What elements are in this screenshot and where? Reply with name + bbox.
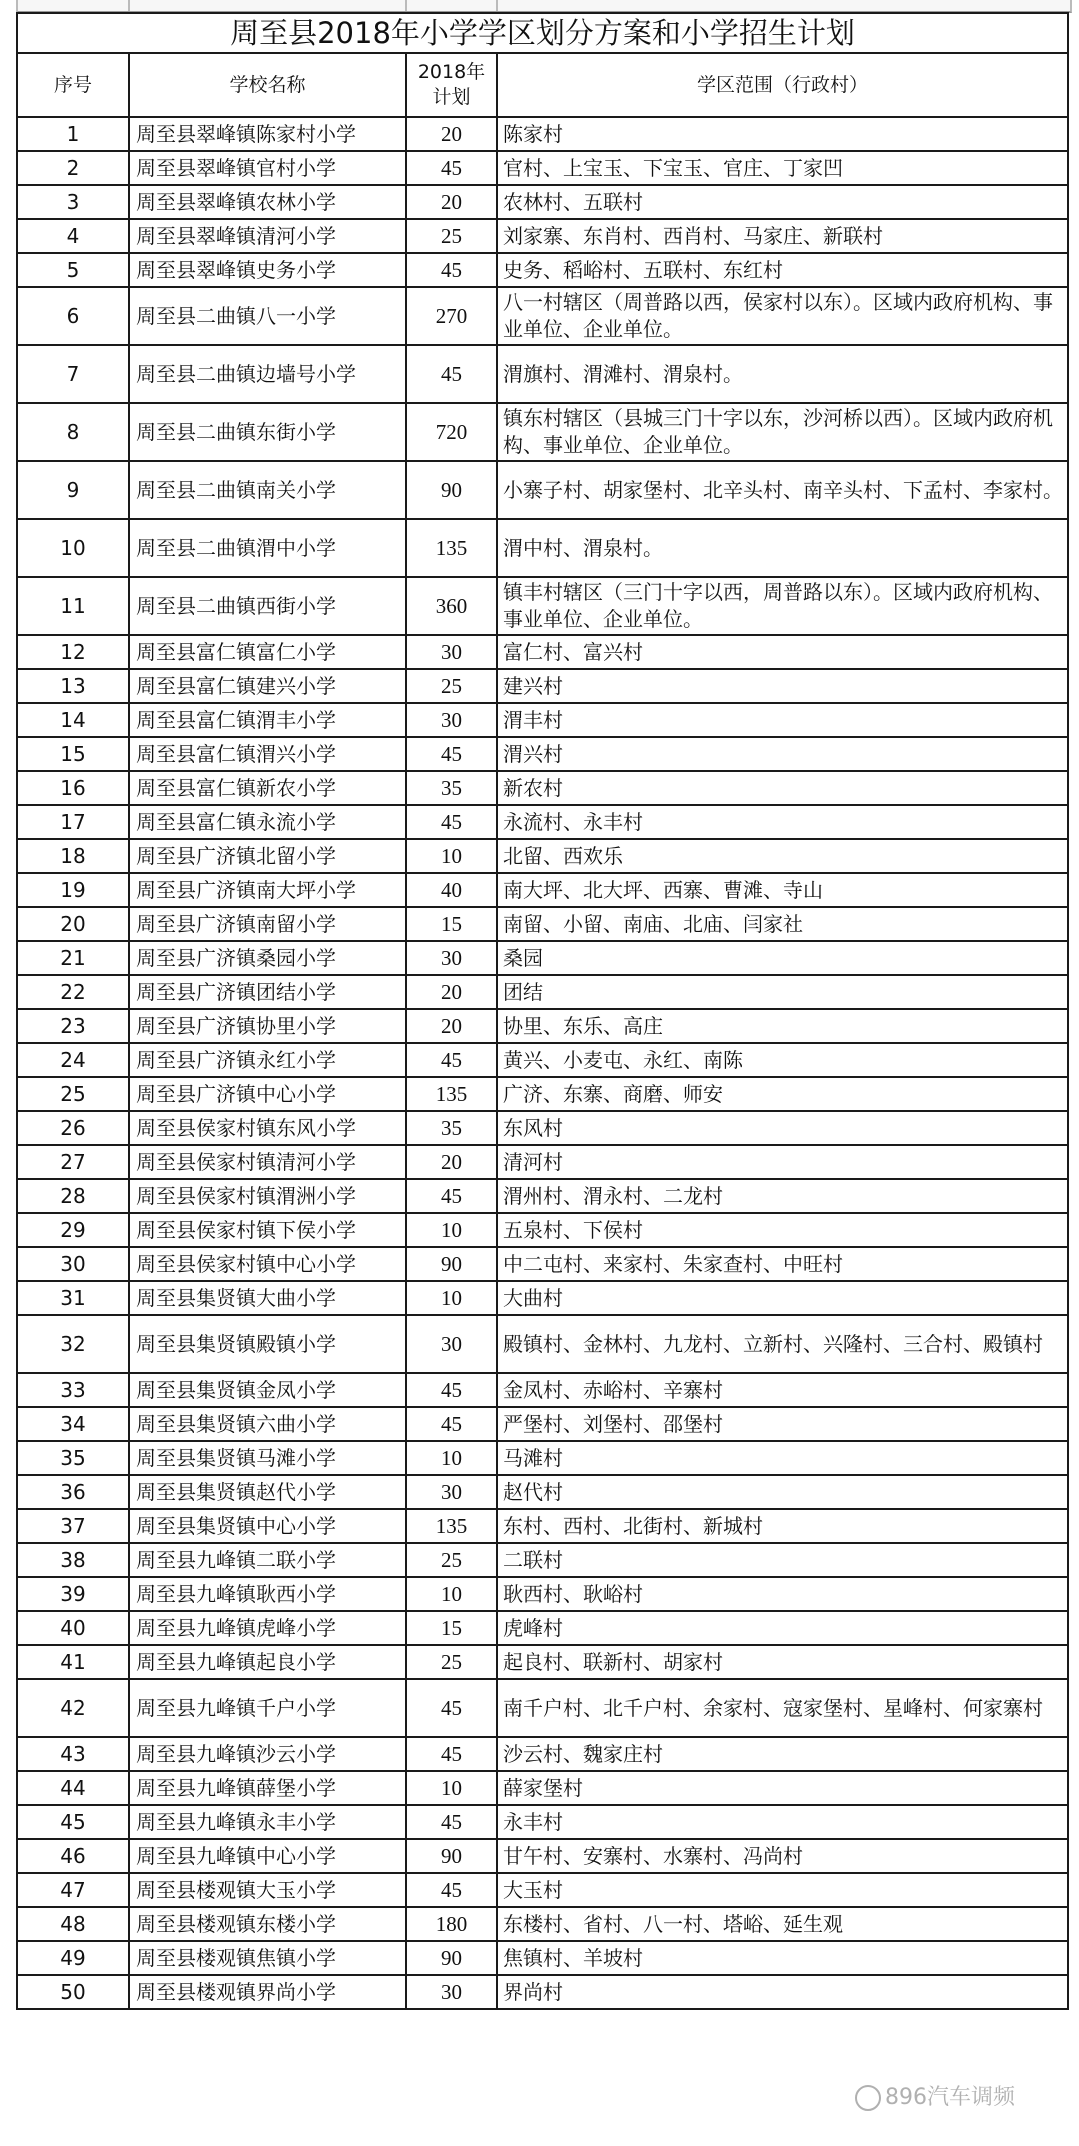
row-number: 9: [17, 461, 129, 519]
row-number: 6: [17, 287, 129, 345]
table-row: [17, 461, 1068, 519]
school-name: 周至县翠峰镇史务小学: [129, 253, 406, 287]
plan-count: 10: [406, 1441, 497, 1475]
school-name: 周至县二曲镇西街小学: [129, 577, 406, 635]
plan-count: 25: [406, 1645, 497, 1679]
row-number: 26: [17, 1111, 129, 1145]
row-number: 15: [17, 737, 129, 771]
plan-count: 20: [406, 117, 497, 151]
school-name: 周至县翠峰镇农林小学: [129, 185, 406, 219]
header-plan-label: 计划: [432, 86, 471, 108]
table-row: [17, 1077, 1068, 1111]
school-name: 周至县广济镇中心小学: [129, 1077, 406, 1111]
table-row: [17, 253, 1068, 287]
plan-count: 45: [406, 1679, 497, 1737]
table-row: [17, 873, 1068, 907]
school-name: 周至县富仁镇新农小学: [129, 771, 406, 805]
table-row: [17, 1907, 1068, 1941]
district-area: 东楼村、省村、八一村、塔峪、延生观: [497, 1907, 1068, 1941]
plan-count: 20: [406, 1145, 497, 1179]
table-row: [17, 1679, 1068, 1737]
table-row: [17, 519, 1068, 577]
district-area: 大玉村: [497, 1873, 1068, 1907]
plan-count: 30: [406, 1475, 497, 1509]
table-row: [17, 1737, 1068, 1771]
plan-count: 45: [406, 1373, 497, 1407]
school-name: 周至县九峰镇二联小学: [129, 1543, 406, 1577]
row-number: 43: [17, 1737, 129, 1771]
row-number: 49: [17, 1941, 129, 1975]
plan-count: 25: [406, 1543, 497, 1577]
table-row: [17, 577, 1068, 635]
school-name: 周至县二曲镇东街小学: [129, 403, 406, 461]
table-row: [17, 151, 1068, 185]
district-area: 史务、稻峪村、五联村、东红村: [497, 253, 1068, 287]
plan-count: 45: [406, 345, 497, 403]
row-number: 40: [17, 1611, 129, 1645]
table-body: [17, 117, 1068, 2009]
table-row: [17, 635, 1068, 669]
table-row: [17, 1043, 1068, 1077]
table-row: [17, 1771, 1068, 1805]
table-row: [17, 185, 1068, 219]
district-area: 桑园: [497, 941, 1068, 975]
plan-count: 10: [406, 1771, 497, 1805]
plan-count: 90: [406, 461, 497, 519]
plan-count: 30: [406, 703, 497, 737]
school-name: 周至县富仁镇渭丰小学: [129, 703, 406, 737]
school-name: 周至县广济镇桑园小学: [129, 941, 406, 975]
table-row: [17, 1281, 1068, 1315]
plan-count: 45: [406, 805, 497, 839]
district-area: 陈家村: [497, 117, 1068, 151]
row-number: 35: [17, 1441, 129, 1475]
plan-count: 90: [406, 1247, 497, 1281]
row-number: 23: [17, 1009, 129, 1043]
district-area: 官村、上宝玉、下宝玉、官庄、丁家凹: [497, 151, 1068, 185]
row-number: 25: [17, 1077, 129, 1111]
district-area: 严堡村、刘堡村、邵堡村: [497, 1407, 1068, 1441]
district-area: 富仁村、富兴村: [497, 635, 1068, 669]
plan-count: 20: [406, 185, 497, 219]
district-area: 马滩村: [497, 1441, 1068, 1475]
row-number: 32: [17, 1315, 129, 1373]
table-row: [17, 1941, 1068, 1975]
district-area: 薛家堡村: [497, 1771, 1068, 1805]
school-name: 周至县富仁镇建兴小学: [129, 669, 406, 703]
row-number: 21: [17, 941, 129, 975]
header-school: 学校名称: [129, 53, 406, 117]
district-area: 小寨子村、胡家堡村、北辛头村、南辛头村、下孟村、李家村。: [497, 461, 1068, 519]
table-row: [17, 1509, 1068, 1543]
school-name: 周至县侯家村镇中心小学: [129, 1247, 406, 1281]
school-name: 周至县侯家村镇渭洲小学: [129, 1179, 406, 1213]
table-row: [17, 403, 1068, 461]
table-row: [17, 771, 1068, 805]
school-name: 周至县九峰镇千户小学: [129, 1679, 406, 1737]
school-name: 周至县翠峰镇陈家村小学: [129, 117, 406, 151]
school-name: 周至县广济镇永红小学: [129, 1043, 406, 1077]
row-number: 48: [17, 1907, 129, 1941]
table-row: [17, 737, 1068, 771]
district-area: 二联村: [497, 1543, 1068, 1577]
plan-count: 360: [406, 577, 497, 635]
row-number: 36: [17, 1475, 129, 1509]
district-area: 赵代村: [497, 1475, 1068, 1509]
row-number: 14: [17, 703, 129, 737]
plan-count: 45: [406, 737, 497, 771]
table-row: [17, 703, 1068, 737]
school-name: 周至县广济镇南大坪小学: [129, 873, 406, 907]
school-name: 周至县广济镇团结小学: [129, 975, 406, 1009]
plan-count: 10: [406, 1577, 497, 1611]
plan-count: 25: [406, 669, 497, 703]
district-area: 金凤村、赤峪村、辛寨村: [497, 1373, 1068, 1407]
table-row: [17, 1247, 1068, 1281]
table-row: [17, 1975, 1068, 2009]
plan-count: 90: [406, 1839, 497, 1873]
table-row: [17, 1645, 1068, 1679]
table-row: [17, 1315, 1068, 1373]
table-row: [17, 287, 1068, 345]
table-row: [17, 1805, 1068, 1839]
row-number: 1: [17, 117, 129, 151]
district-area: 界尚村: [497, 1975, 1068, 2009]
plan-count: 135: [406, 1509, 497, 1543]
district-area: 殿镇村、金林村、九龙村、立新村、兴隆村、三合村、殿镇村: [497, 1315, 1068, 1373]
district-area: 黄兴、小麦屯、永红、南陈: [497, 1043, 1068, 1077]
plan-count: 10: [406, 1213, 497, 1247]
row-number: 10: [17, 519, 129, 577]
row-number: 42: [17, 1679, 129, 1737]
school-name: 周至县楼观镇大玉小学: [129, 1873, 406, 1907]
school-name: 周至县二曲镇南关小学: [129, 461, 406, 519]
table-row: [17, 1145, 1068, 1179]
school-name: 周至县九峰镇耿西小学: [129, 1577, 406, 1611]
row-number: 33: [17, 1373, 129, 1407]
district-area: 渭旗村、渭滩村、渭泉村。: [497, 345, 1068, 403]
plan-count: 30: [406, 1315, 497, 1373]
row-number: 27: [17, 1145, 129, 1179]
row-number: 34: [17, 1407, 129, 1441]
row-number: 37: [17, 1509, 129, 1543]
school-name: 周至县楼观镇焦镇小学: [129, 1941, 406, 1975]
school-name: 周至县集贤镇金凤小学: [129, 1373, 406, 1407]
plan-count: 270: [406, 287, 497, 345]
plan-count: 720: [406, 403, 497, 461]
district-area: 永流村、永丰村: [497, 805, 1068, 839]
school-name: 周至县广济镇北留小学: [129, 839, 406, 873]
school-name: 周至县集贤镇中心小学: [129, 1509, 406, 1543]
table-title: 周至县2018年小学学区划分方案和小学招生计划: [17, 13, 1068, 53]
row-number: 47: [17, 1873, 129, 1907]
plan-count: 90: [406, 1941, 497, 1975]
row-number: 18: [17, 839, 129, 873]
district-area: 中二屯村、来家村、朱家查村、中旺村: [497, 1247, 1068, 1281]
header-plan: [406, 53, 497, 117]
plan-count: 45: [406, 253, 497, 287]
district-area: 协里、东乐、高庄: [497, 1009, 1068, 1043]
plan-count: 45: [406, 1737, 497, 1771]
school-name: 周至县集贤镇大曲小学: [129, 1281, 406, 1315]
district-area: 团结: [497, 975, 1068, 1009]
row-number: 46: [17, 1839, 129, 1873]
plan-count: 35: [406, 1111, 497, 1145]
district-area: 渭州村、渭永村、二龙村: [497, 1179, 1068, 1213]
header-area: 学区范围（行政村）: [497, 53, 1068, 117]
school-name: 周至县侯家村镇下侯小学: [129, 1213, 406, 1247]
school-name: 周至县富仁镇渭兴小学: [129, 737, 406, 771]
row-number: 30: [17, 1247, 129, 1281]
row-number: 19: [17, 873, 129, 907]
district-area: 广济、东寨、商磨、师安: [497, 1077, 1068, 1111]
school-name: 周至县集贤镇马滩小学: [129, 1441, 406, 1475]
table-row: [17, 219, 1068, 253]
row-number: 29: [17, 1213, 129, 1247]
table-row: [17, 941, 1068, 975]
district-area: 农林村、五联村: [497, 185, 1068, 219]
district-area: 渭兴村: [497, 737, 1068, 771]
plan-count: 15: [406, 907, 497, 941]
school-name: 周至县九峰镇薛堡小学: [129, 1771, 406, 1805]
school-name: 周至县广济镇南留小学: [129, 907, 406, 941]
table-row: [17, 1111, 1068, 1145]
table-row: [17, 1441, 1068, 1475]
district-area: 刘家寨、东肖村、西肖村、马家庄、新联村: [497, 219, 1068, 253]
district-area: 永丰村: [497, 1805, 1068, 1839]
plan-count: 45: [406, 1407, 497, 1441]
table-row: [17, 1179, 1068, 1213]
table-row: [17, 1873, 1068, 1907]
plan-count: 45: [406, 1179, 497, 1213]
school-name: 周至县二曲镇渭中小学: [129, 519, 406, 577]
row-number: 41: [17, 1645, 129, 1679]
row-number: 11: [17, 577, 129, 635]
table-row: [17, 669, 1068, 703]
row-number: 16: [17, 771, 129, 805]
row-number: 4: [17, 219, 129, 253]
table-row: [17, 1543, 1068, 1577]
plan-count: 10: [406, 839, 497, 873]
school-name: 周至县楼观镇东楼小学: [129, 1907, 406, 1941]
plan-count: 25: [406, 219, 497, 253]
school-name: 周至县九峰镇永丰小学: [129, 1805, 406, 1839]
school-name: 周至县广济镇协里小学: [129, 1009, 406, 1043]
plan-count: 180: [406, 1907, 497, 1941]
district-area: 起良村、联新村、胡家村: [497, 1645, 1068, 1679]
row-number: 24: [17, 1043, 129, 1077]
district-area: 南大坪、北大坪、西寨、曹滩、寺山: [497, 873, 1068, 907]
plan-count: 20: [406, 975, 497, 1009]
row-number: 28: [17, 1179, 129, 1213]
row-number: 2: [17, 151, 129, 185]
row-number: 38: [17, 1543, 129, 1577]
plan-count: 45: [406, 1043, 497, 1077]
plan-count: 45: [406, 1805, 497, 1839]
district-area: 新农村: [497, 771, 1068, 805]
plan-count: 135: [406, 1077, 497, 1111]
plan-count: 40: [406, 873, 497, 907]
table-row: [17, 1009, 1068, 1043]
table-row: [17, 345, 1068, 403]
school-name: 周至县九峰镇沙云小学: [129, 1737, 406, 1771]
school-name: 周至县翠峰镇官村小学: [129, 151, 406, 185]
school-name: 周至县楼观镇界尚小学: [129, 1975, 406, 2009]
district-area: 镇丰村辖区（三门十字以西，周普路以东）。区域内政府机构、事业单位、企业单位。: [497, 577, 1068, 635]
plan-count: 45: [406, 1873, 497, 1907]
table-row: [17, 975, 1068, 1009]
plan-count: 10: [406, 1281, 497, 1315]
district-area: 南千户村、北千户村、余家村、寇家堡村、星峰村、何家寨村: [497, 1679, 1068, 1737]
school-name: 周至县集贤镇六曲小学: [129, 1407, 406, 1441]
district-area: 建兴村: [497, 669, 1068, 703]
district-area: 耿西村、耿峪村: [497, 1577, 1068, 1611]
table-row: [17, 1577, 1068, 1611]
school-name: 周至县集贤镇殿镇小学: [129, 1315, 406, 1373]
row-number: 50: [17, 1975, 129, 2009]
school-name: 周至县二曲镇边墙号小学: [129, 345, 406, 403]
table-row: [17, 839, 1068, 873]
table-row: [17, 1839, 1068, 1873]
school-name: 周至县侯家村镇清河小学: [129, 1145, 406, 1179]
district-area: 渭中村、渭泉村。: [497, 519, 1068, 577]
wechat-icon: [855, 2085, 881, 2111]
plan-count: 15: [406, 1611, 497, 1645]
school-name: 周至县富仁镇富仁小学: [129, 635, 406, 669]
header-no: 序号: [17, 53, 129, 117]
district-area: 沙云村、魏家庄村: [497, 1737, 1068, 1771]
table-row: [17, 1475, 1068, 1509]
plan-count: 35: [406, 771, 497, 805]
school-name: 周至县翠峰镇清河小学: [129, 219, 406, 253]
header-plan-year: 2018年: [417, 61, 486, 83]
table-row: [17, 1213, 1068, 1247]
row-number: 13: [17, 669, 129, 703]
row-number: 17: [17, 805, 129, 839]
row-number: 44: [17, 1771, 129, 1805]
district-area: 东风村: [497, 1111, 1068, 1145]
school-name: 周至县九峰镇中心小学: [129, 1839, 406, 1873]
plan-count: 30: [406, 1975, 497, 2009]
row-number: 22: [17, 975, 129, 1009]
row-number: 3: [17, 185, 129, 219]
district-area: 东村、西村、北街村、新城村: [497, 1509, 1068, 1543]
row-number: 45: [17, 1805, 129, 1839]
district-area: 虎峰村: [497, 1611, 1068, 1645]
district-area: 南留、小留、南庙、北庙、闫家社: [497, 907, 1068, 941]
table-row: [17, 907, 1068, 941]
plan-count: 30: [406, 941, 497, 975]
row-number: 12: [17, 635, 129, 669]
row-number: 31: [17, 1281, 129, 1315]
row-number: 5: [17, 253, 129, 287]
plan-count: 135: [406, 519, 497, 577]
table-row: [17, 117, 1068, 151]
enrollment-table: [16, 12, 1069, 2010]
school-name: 周至县集贤镇赵代小学: [129, 1475, 406, 1509]
school-name: 周至县二曲镇八一小学: [129, 287, 406, 345]
district-area: 清河村: [497, 1145, 1068, 1179]
school-name: 周至县九峰镇起良小学: [129, 1645, 406, 1679]
row-number: 39: [17, 1577, 129, 1611]
watermark-text: 896汽车调频: [885, 2085, 1015, 2110]
district-area: 五泉村、下侯村: [497, 1213, 1068, 1247]
table-row: [17, 1611, 1068, 1645]
district-area: 大曲村: [497, 1281, 1068, 1315]
watermark: [855, 2080, 1015, 2111]
district-area: 渭丰村: [497, 703, 1068, 737]
row-number: 8: [17, 403, 129, 461]
plan-count: 45: [406, 151, 497, 185]
plan-count: 30: [406, 635, 497, 669]
district-area: 八一村辖区（周普路以西，侯家村以东）。区域内政府机构、事业单位、企业单位。: [497, 287, 1068, 345]
table-row: [17, 1407, 1068, 1441]
district-area: 北留、西欢乐: [497, 839, 1068, 873]
school-name: 周至县侯家村镇东风小学: [129, 1111, 406, 1145]
district-area: 焦镇村、羊坡村: [497, 1941, 1068, 1975]
district-area: 镇东村辖区（县城三门十字以东，沙河桥以西）。区域内政府机构、事业单位、企业单位。: [497, 403, 1068, 461]
school-name: 周至县九峰镇虎峰小学: [129, 1611, 406, 1645]
row-number: 7: [17, 345, 129, 403]
plan-count: 20: [406, 1009, 497, 1043]
row-number: 20: [17, 907, 129, 941]
school-name: 周至县富仁镇永流小学: [129, 805, 406, 839]
district-area: 甘午村、安寨村、水寨村、冯尚村: [497, 1839, 1068, 1873]
table-row: [17, 805, 1068, 839]
table-row: [17, 1373, 1068, 1407]
